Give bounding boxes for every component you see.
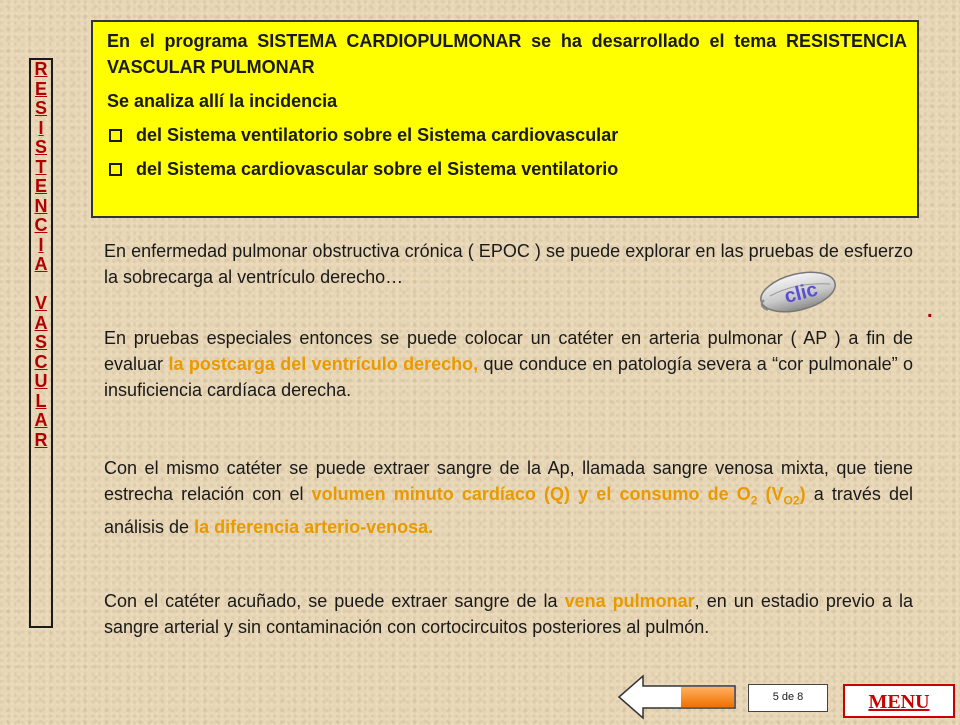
clic-label: clic: [782, 278, 820, 309]
intro-subheading: Se analiza allí la incidencia: [107, 91, 338, 111]
text-segment: Con el catéter acuñado, se puede extraer sangre de la: [104, 591, 565, 611]
title-letter: V: [34, 293, 47, 313]
bullet-item: [107, 156, 907, 182]
vertical-title[interactable]: [29, 58, 53, 628]
mouse-icon: [750, 262, 840, 318]
checkbox-bullet-icon: [109, 129, 122, 142]
title-letter: A: [34, 312, 48, 333]
subscript: 2: [750, 493, 758, 508]
title-letter: S: [34, 137, 47, 157]
title-letter: C: [34, 215, 48, 235]
highlight-text: vena pulmonar: [564, 591, 695, 611]
title-letter: N: [34, 195, 48, 216]
title-letter: R: [34, 429, 48, 450]
paragraph-sangre-venosa: [104, 455, 913, 540]
text-segment: que conduce en patología severa a “cor pulmonale” o insuficiencia cardíaca derecha.: [104, 354, 913, 400]
title-letter: A: [34, 410, 48, 430]
bullet-item: [107, 122, 907, 148]
title-letter: U: [34, 371, 48, 391]
highlight-text: [311, 484, 806, 508]
clic-button[interactable]: [750, 262, 840, 318]
title-letter: S: [34, 332, 47, 352]
title-letter: C: [34, 351, 48, 372]
checkbox-bullet-icon: [109, 163, 122, 176]
text-segment: En pruebas especiales entonces se puede colocar un catéter en arteria pulmonar ( AP ) a fin de evaluar: [104, 328, 913, 374]
text-segment: a través del análisis de: [104, 484, 913, 537]
highlight-text: la postcarga del ventrículo derecho,: [168, 354, 479, 374]
title-letter: L: [35, 390, 47, 411]
title-letter: E: [34, 78, 47, 99]
title-letter: I: [38, 117, 44, 138]
text-segment: , en un estadio previo a la sangre arterial y sin contaminación con cortocircuitos posteriores al pulmón.: [104, 591, 913, 637]
text-segment: ): [799, 484, 806, 504]
highlight-text: la diferencia arterio-venosa.: [194, 516, 434, 537]
paragraph-cateter-acunado: [104, 588, 913, 640]
page-counter: 5 de 8: [748, 684, 828, 712]
subscript: O2: [783, 493, 800, 508]
title-letter: A: [34, 254, 48, 274]
bullet-text: del Sistema cardiovascular sobre el Sistema ventilatorio: [136, 159, 619, 179]
left-arrow-icon: [617, 674, 737, 720]
red-dot: .: [927, 300, 933, 322]
title-letter: I: [38, 234, 44, 255]
title-letter: S: [34, 98, 47, 118]
title-letter: T: [35, 156, 47, 177]
menu-button[interactable]: MENU: [843, 684, 955, 718]
text-segment: volumen minuto cardíaco (Q) y el consumo de O: [311, 484, 751, 504]
intro-text: En el programa SISTEMA CARDIOPULMONAR se ha desarrollado el tema RESISTENCIA VASCULAR PULMONAR: [107, 31, 907, 77]
intro-box: [91, 20, 919, 218]
paragraph-epoc: En enfermedad pulmonar obstructiva crónica ( EPOC ) se puede explorar en las pruebas de esfuerzo la sobrecarga al ventrículo derecho…: [104, 241, 913, 287]
paragraph-postcarga: [104, 325, 913, 403]
text-segment: (V: [757, 484, 784, 504]
text-segment: Con el mismo catéter se puede extraer sangre de la Ap, llamada sangre venosa mixta, que tiene estrecha relación con el: [104, 458, 913, 504]
back-arrow-button[interactable]: [617, 674, 737, 720]
bullet-text: del Sistema ventilatorio sobre el Sistema cardiovascular: [136, 125, 619, 145]
title-letter: R: [34, 59, 48, 79]
title-letter: E: [34, 176, 47, 196]
